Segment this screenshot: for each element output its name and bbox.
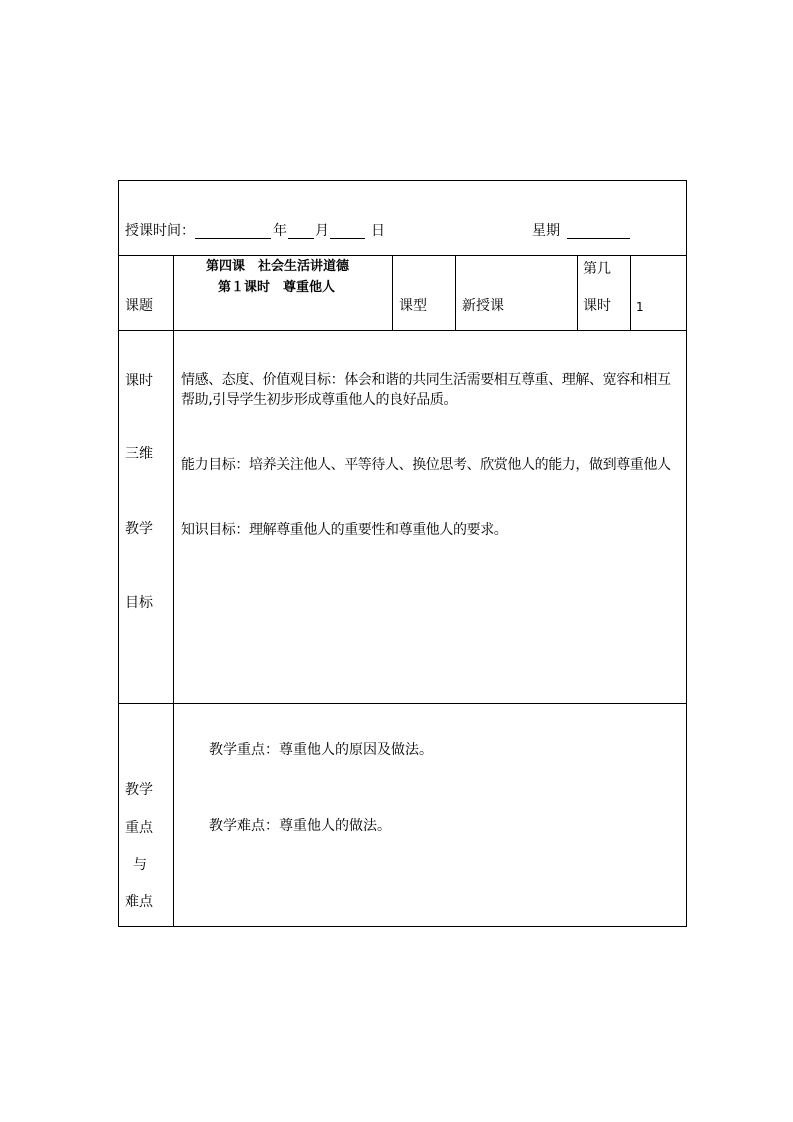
col-divider-type-value [455, 255, 456, 331]
title-label: 课题 [125, 298, 153, 314]
emotion-objective-line1: 情感、态度、价值观目标：体会和谐的共同生活需要相互尊重、理解、宽容和相互 [181, 372, 671, 388]
date-blank-field[interactable] [195, 238, 271, 239]
day-blank-field[interactable] [330, 238, 365, 239]
keypoints-label-4: 难点 [125, 894, 153, 910]
weekday-blank-field[interactable] [567, 238, 630, 239]
period-value: 1 [636, 300, 644, 314]
year-label: 年 [273, 223, 287, 239]
col-divider-value-period [577, 255, 578, 331]
month-blank-field[interactable] [288, 238, 314, 239]
keypoints-label-1: 教学 [125, 782, 153, 798]
objectives-label-3: 教学 [125, 521, 153, 537]
emotion-objective-line2: 帮助,引导学生初步形成尊重他人的良好品质。 [181, 392, 458, 408]
table-border-bottom [118, 926, 687, 927]
knowledge-objective: 知识目标：理解尊重他人的重要性和尊重他人的要求。 [181, 522, 508, 538]
difficult-point: 教学难点：尊重他人的做法。 [209, 818, 391, 834]
table-border-right [686, 180, 687, 927]
weekday-label: 星期 [532, 223, 560, 239]
col-divider-period-num [630, 255, 631, 331]
ability-objective: 能力目标：培养关注他人、平等待人、换位思考、欣赏他人的能力，做到尊重他人 [181, 457, 671, 473]
objectives-label-1: 课时 [125, 373, 153, 389]
day-label: 日 [371, 223, 385, 239]
period-label-line2: 课时 [583, 298, 611, 314]
row-divider-header [118, 255, 687, 256]
period-label-line1: 第几 [583, 261, 611, 277]
col-divider-label [173, 255, 174, 927]
type-value: 新授课 [462, 298, 504, 314]
key-point: 教学重点：尊重他人的原因及做法。 [209, 742, 433, 758]
objectives-label-4: 目标 [125, 595, 153, 611]
col-divider-title-type [392, 255, 393, 331]
row-divider-objectives [118, 703, 687, 704]
keypoints-label-2: 重点 [125, 820, 153, 836]
month-label: 月 [315, 223, 329, 239]
table-border-top [118, 180, 687, 181]
table-border-left [118, 180, 119, 927]
date-label: 授课时间： [125, 223, 195, 239]
row-divider-title [118, 330, 687, 331]
type-label: 课型 [399, 298, 427, 314]
objectives-label-2: 三维 [125, 446, 153, 462]
lesson-subtitle: 第１课时 尊重他人 [218, 280, 336, 295]
keypoints-label-3: 与 [133, 857, 147, 873]
lesson-title: 第四课 社会生活讲道德 [206, 259, 350, 274]
